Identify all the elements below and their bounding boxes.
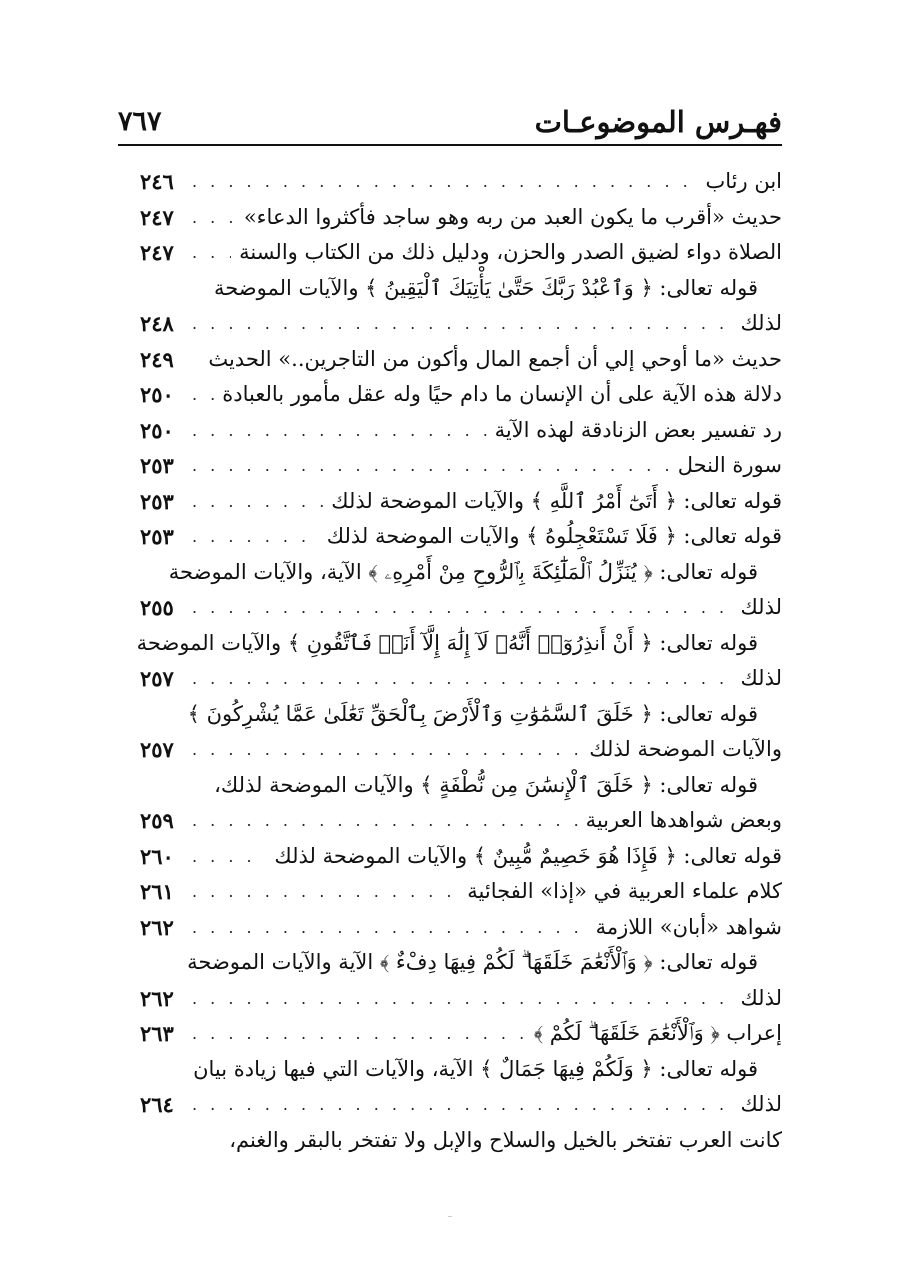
- index-entry: [140, 239, 782, 266]
- dot-leader: [192, 239, 231, 266]
- entry-text: لذلك: [740, 311, 782, 335]
- entry-text: شواهد «أبان» اللازمة: [595, 914, 782, 939]
- index-entry: [140, 949, 782, 976]
- entry-text: قوله تعالى: ﴿ وَٱلْأَنْعَٰمَ خَلَقَهَا ۗ لَكُمْ فِيهَا دِفْءٌ ﴾ الآية والآيات الموضحة: [187, 950, 758, 974]
- footer-mark: [448, 1216, 452, 1217]
- index-entry: [140, 1020, 782, 1047]
- entry-page-number: ٢٦٣: [140, 1021, 174, 1046]
- entry-page-number: ٢٤٧: [140, 240, 174, 265]
- index-entry: [140, 204, 782, 231]
- entry-text: قوله تعالى: ﴿ وَلَكُمْ فِيهَا جَمَالٌ ﴾ الآية، والآيات التي فيها زيادة بيان: [193, 1056, 758, 1081]
- entry-page-number: ٢٥٠: [140, 382, 174, 407]
- entry-text: الصلاة دواء لضيق الصدر والحزن، ودليل ذلك من الكتاب والسنة: [239, 240, 782, 264]
- entry-text: كانت العرب تفتخر بالخيل والسلاح والإبل ولا تفتخر بالبقر والغنم،: [229, 1127, 782, 1152]
- entry-page-number: ٢٦٢: [140, 985, 174, 1011]
- dot-leader: [192, 1020, 526, 1047]
- entry-text: لذلك: [740, 1092, 782, 1116]
- index-entry: [140, 275, 782, 302]
- entry-page-number: ٢٥٣: [140, 488, 174, 514]
- entry-page-number: ٢٥٩: [140, 808, 174, 833]
- entry-page-number: ٢٤٩: [140, 346, 174, 372]
- dot-leader: [192, 985, 732, 1012]
- index-entry: [140, 701, 782, 728]
- dot-leader: [192, 168, 698, 195]
- dot-leader: [192, 914, 588, 941]
- entry-page-number: ٢٥٣: [140, 524, 174, 549]
- index-entry: [140, 1127, 782, 1154]
- entry-page-number: ٢٥٣: [140, 453, 174, 478]
- entry-text: قوله تعالى: ﴿ أَتَىٰٓ أَمْرُ ٱللَّهِ ﴾ والآيات الموضحة لذلك: [331, 488, 782, 513]
- index-entry: [140, 594, 782, 621]
- entry-text: حديث «ما أوحي إلي أن أجمع المال وأكون من التاجرين..» الحديث: [208, 346, 782, 371]
- page-title: فهـرس الموضوعـات: [534, 105, 782, 139]
- dot-leader: [192, 843, 266, 870]
- index-entry: [140, 985, 782, 1012]
- dot-leader: [192, 807, 578, 834]
- index-entry: [140, 843, 782, 870]
- entry-text: والآيات الموضحة لذلك: [589, 737, 782, 761]
- entry-page-number: ٢٦٠: [140, 843, 174, 869]
- index-entry: [140, 346, 782, 373]
- entry-page-number: ٢٤٨: [140, 311, 174, 336]
- entry-text: قوله تعالى: ﴿ فَلَا تَسْتَعْجِلُوهُ ﴾ والآيات الموضحة لذلك: [326, 524, 782, 548]
- index-entry: [140, 310, 782, 337]
- entry-page-number: ٢٥٧: [140, 666, 174, 691]
- dot-leader: [192, 381, 214, 408]
- entry-page-number: ٢٥٠: [140, 417, 174, 443]
- entry-page-number: ٢٥٧: [140, 737, 174, 762]
- dot-leader: [192, 594, 732, 621]
- entry-page-number: ٢٤٧: [140, 204, 174, 230]
- entry-text: قوله تعالى: ﴿ يُنَزِّلُ ٱلْمَلَٰٓئِكَةَ بِٱلرُّوحِ مِنْ أَمْرِهِۦ ﴾ الآية، والآيات الموضحة: [168, 559, 758, 584]
- index-entry: [140, 1091, 782, 1118]
- entry-text: لذلك: [740, 666, 782, 690]
- entry-text: لذلك: [740, 595, 782, 619]
- entry-text: رد تفسير بعض الزنادقة لهذه الآية: [494, 417, 782, 442]
- entry-text: كلام علماء العربية في «إذا» الفجائية: [467, 879, 782, 903]
- entry-text: حديث «أقرب ما يكون العبد من ربه وهو ساجد فأكثروا الدعاء»: [243, 204, 782, 229]
- index-entry: [140, 488, 782, 515]
- index-entry: [140, 878, 782, 905]
- index-entry: [140, 381, 782, 408]
- dot-leader: [192, 204, 236, 231]
- entry-text: ابن رئاب: [705, 169, 782, 193]
- index-entry: [140, 523, 782, 550]
- entry-text: قوله تعالى: ﴿ خَلَقَ ٱلْإِنسَٰنَ مِن نُّطْفَةٍ ﴾ والآيات الموضحة لذلك،: [214, 772, 758, 797]
- dot-leader: [192, 417, 487, 444]
- dot-leader: [192, 523, 319, 550]
- page-header: [118, 98, 782, 146]
- index-entry: [140, 452, 782, 479]
- index-entry: [136, 630, 782, 657]
- entry-page-number: ٢٦٤: [140, 1092, 174, 1117]
- entry-page-number: ٢٤٦: [140, 169, 174, 194]
- page-number: ٧٦٧: [118, 106, 162, 137]
- index-entry: [140, 559, 782, 586]
- index-entry: [140, 914, 782, 941]
- entry-text: قوله تعالى: ﴿ فَإِذَا هُوَ خَصِيمٌ مُّبِينٌ ﴾ والآيات الموضحة لذلك: [274, 843, 782, 868]
- entry-text: قوله تعالى: ﴿ وَٱعْبُدْ رَبَّكَ حَتَّىٰ يَأْتِيَكَ ٱلْيَقِينُ ﴾ والآيات الموضحة: [213, 275, 758, 300]
- index-entry: [140, 807, 782, 834]
- entry-text: قوله تعالى: ﴿ أَنْ أَنذِرُوٓا۟ أَنَّهُۥ لَآ إِلَٰهَ إِلَّآ أَنَا۠ فَٱتَّقُونِ ﴾ والآيات الموضحة: [136, 630, 758, 655]
- entry-page-number: ٢٦١: [140, 879, 174, 904]
- dot-leader: [192, 310, 732, 337]
- entry-page-number: ٢٦٢: [140, 914, 174, 940]
- index-entry: [140, 168, 782, 195]
- index-entry: [140, 1056, 782, 1083]
- entry-text: سورة النحل: [677, 453, 782, 477]
- index-entry: [140, 736, 782, 763]
- dot-leader: [192, 488, 323, 515]
- entry-text: إعراب ﴿ وَٱلْأَنْعَٰمَ خَلَقَهَا ۗ لَكُمْ ﴾: [533, 1021, 782, 1045]
- dot-leader: [192, 1091, 732, 1118]
- dot-leader: [192, 452, 670, 479]
- entry-text: قوله تعالى: ﴿ خَلَقَ ٱلسَّمَٰوَٰتِ وَٱلْأَرْضَ بِٱلْحَقِّ تَعَٰلَىٰ عَمَّا يُشْرِكُونَ ﴾: [187, 701, 758, 726]
- index-entry: [140, 417, 782, 444]
- entry-text: وبعض شواهدها العربية: [585, 808, 782, 832]
- entry-text: دلالة هذه الآية على أن الإنسان ما دام حيًا وله عقل مأمور بالعبادة: [222, 382, 782, 406]
- dot-leader: [192, 878, 459, 905]
- index-entry: [140, 665, 782, 692]
- entry-page-number: ٢٥٥: [140, 595, 174, 620]
- dot-leader: [192, 736, 581, 763]
- dot-leader: [192, 665, 732, 692]
- index-entry: [140, 772, 782, 799]
- entry-text: لذلك: [740, 985, 782, 1010]
